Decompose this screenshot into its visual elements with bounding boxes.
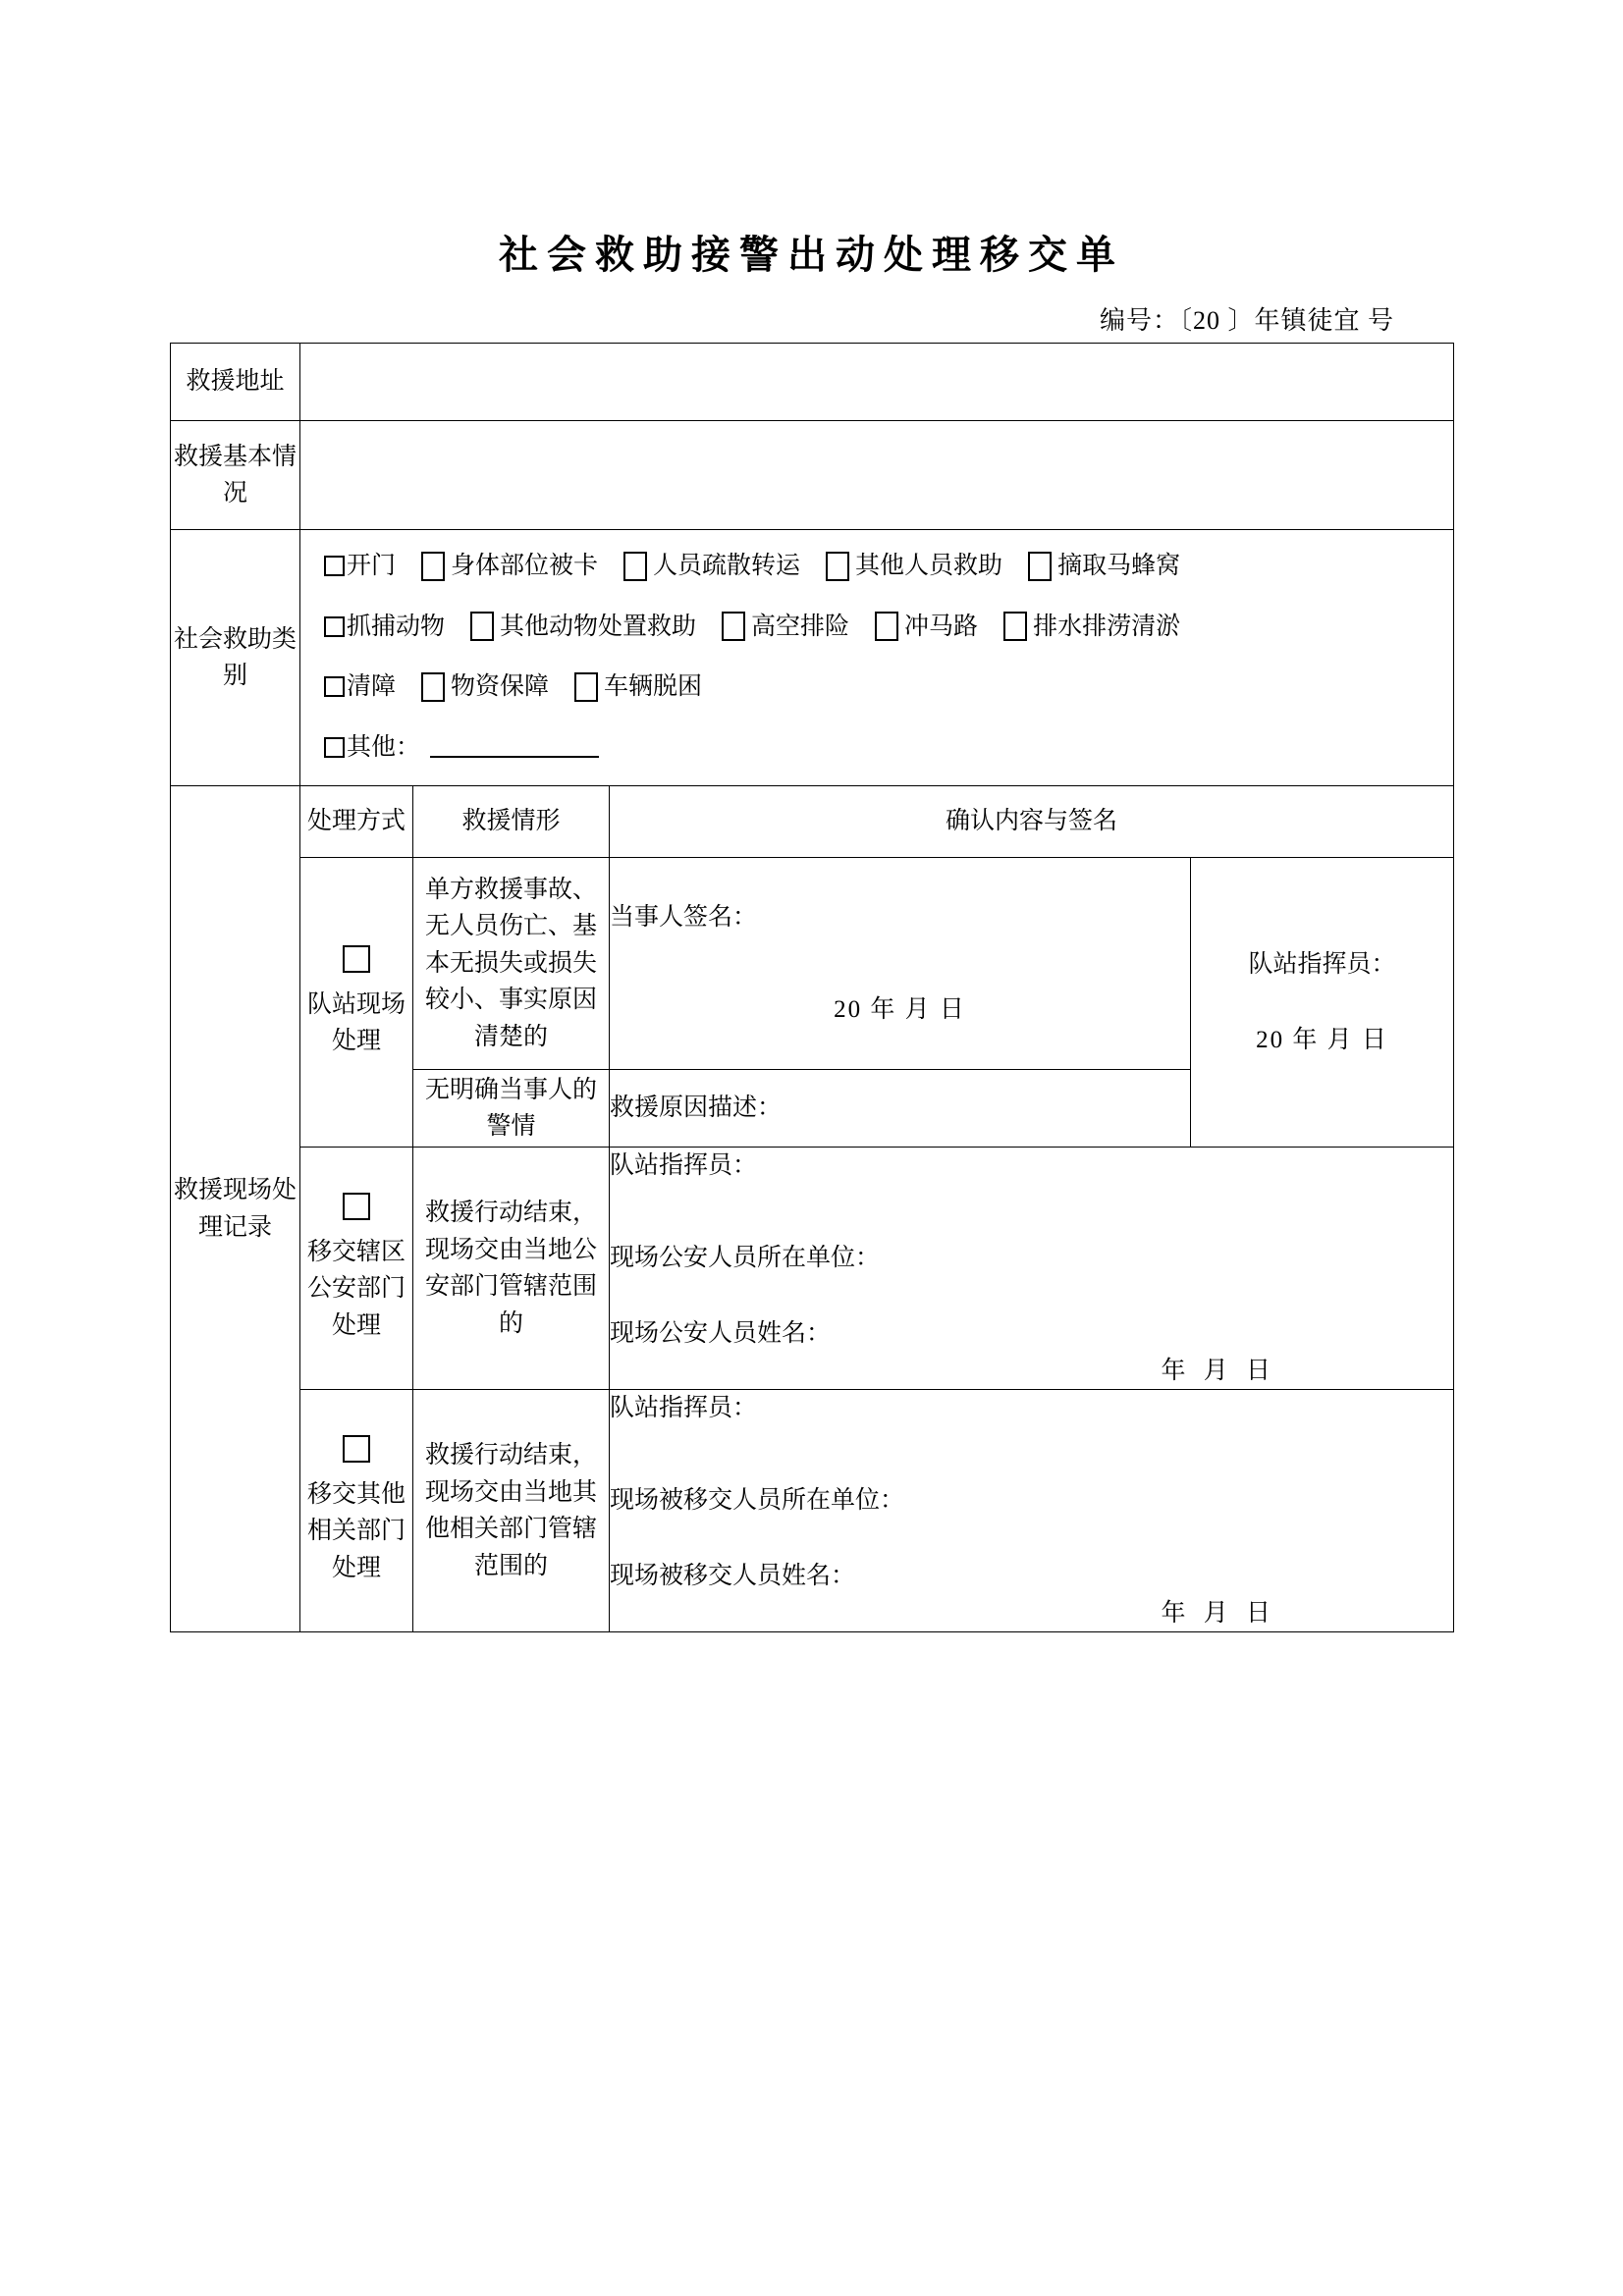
confirm-station-commander bbox=[1191, 858, 1454, 1148]
category-row-2 bbox=[324, 609, 1441, 646]
page-title: 社会救助接警出动处理移交单 bbox=[499, 234, 1124, 277]
category-label: 其他人员救助 bbox=[855, 553, 1003, 579]
checkbox-icon[interactable] bbox=[574, 672, 598, 702]
confirm-party-signature bbox=[610, 858, 1191, 1070]
method-transfer-police bbox=[300, 1148, 413, 1390]
category-label: 高空排险 bbox=[751, 613, 850, 640]
header-situation: 救援情形 bbox=[413, 786, 610, 858]
category-option-open-door[interactable] bbox=[324, 548, 396, 585]
police-unit-label: 现场公安人员所在单位： bbox=[610, 1244, 881, 1271]
category-option-high-altitude[interactable] bbox=[722, 609, 849, 646]
field-rescue-address[interactable] bbox=[300, 344, 1454, 421]
checkbox-icon[interactable] bbox=[343, 945, 370, 973]
category-option-capture-animal[interactable] bbox=[324, 609, 445, 646]
checkbox-wrap bbox=[300, 1435, 412, 1463]
table-row-aid-category bbox=[171, 530, 1454, 786]
header-method: 处理方式 bbox=[300, 786, 413, 858]
category-option-clear-obstacle[interactable] bbox=[324, 668, 396, 706]
commander-label: 队站指挥员： bbox=[1248, 950, 1396, 978]
transfer-police-date[interactable]: 年 月 日 bbox=[1161, 1357, 1276, 1384]
checkbox-icon[interactable] bbox=[343, 1193, 370, 1220]
label-scene-record: 救援现场处理记录 bbox=[171, 786, 300, 1632]
signature-space[interactable] bbox=[610, 936, 1190, 991]
situation-no-clear-party: 无明确当事人的警情 bbox=[413, 1070, 610, 1148]
checkbox-icon[interactable] bbox=[421, 552, 445, 581]
category-option-drainage[interactable] bbox=[1003, 609, 1180, 646]
category-option-evacuation[interactable] bbox=[623, 548, 800, 585]
police-name-label: 现场公安人员姓名： bbox=[610, 1320, 832, 1347]
confirm-rescue-reason[interactable] bbox=[610, 1070, 1191, 1148]
checkbox-icon[interactable] bbox=[1028, 552, 1052, 581]
situation-transfer-police: 救援行动结束，现场交由当地公安部门管辖范围的 bbox=[413, 1148, 610, 1390]
category-label: 摘取马蜂窝 bbox=[1057, 553, 1181, 579]
category-option-flush-road[interactable] bbox=[875, 609, 978, 646]
label-rescue-address: 救援地址 bbox=[171, 344, 300, 421]
table-row-record-header bbox=[171, 786, 1454, 858]
commander-space[interactable] bbox=[610, 1427, 1453, 1482]
rescue-reason-label: 救援原因描述： bbox=[610, 1095, 783, 1122]
transferee-unit-label: 现场被移交人员所在单位： bbox=[610, 1486, 905, 1514]
party-signature-label: 当事人签名： bbox=[610, 904, 758, 931]
aid-category-cell bbox=[300, 530, 1454, 786]
checkbox-icon[interactable] bbox=[826, 552, 849, 581]
field-rescue-basic-info[interactable] bbox=[300, 421, 1454, 530]
commander-space[interactable] bbox=[1191, 983, 1453, 1022]
category-label: 冲马路 bbox=[904, 613, 979, 640]
transfer-other-date[interactable]: 年 月 日 bbox=[1161, 1599, 1276, 1627]
checkbox-icon[interactable] bbox=[1003, 612, 1027, 641]
rescue-handover-form bbox=[170, 343, 1454, 1632]
category-label: 清障 bbox=[347, 673, 397, 700]
unit-space[interactable] bbox=[610, 1519, 1453, 1558]
checkbox-icon[interactable] bbox=[722, 612, 745, 641]
checkbox-icon[interactable] bbox=[623, 552, 647, 581]
method-label: 队站现场处理 bbox=[306, 990, 406, 1054]
table-row-station-handling bbox=[171, 858, 1454, 1070]
category-option-material-support[interactable] bbox=[421, 668, 549, 706]
category-option-other-animal-handling[interactable] bbox=[470, 609, 696, 646]
commander-label: 队站指挥员： bbox=[610, 1152, 758, 1179]
checkbox-icon[interactable] bbox=[875, 612, 898, 641]
category-label: 车辆脱困 bbox=[604, 673, 703, 700]
category-row-1 bbox=[324, 548, 1441, 585]
confirm-transfer-police bbox=[610, 1148, 1454, 1390]
unit-space[interactable] bbox=[610, 1276, 1453, 1315]
category-other-input[interactable] bbox=[430, 736, 599, 758]
party-signature-date[interactable]: 20 年 月 日 bbox=[834, 995, 966, 1023]
checkbox-wrap bbox=[300, 945, 412, 973]
table-row-basic-info bbox=[171, 421, 1454, 530]
category-other-label: 其他： bbox=[347, 733, 421, 761]
checkbox-icon[interactable] bbox=[324, 737, 345, 758]
header-confirm: 确认内容与签名 bbox=[610, 786, 1454, 858]
category-label: 身体部位被卡 bbox=[451, 553, 599, 579]
category-option-remove-hornet-nest[interactable] bbox=[1028, 548, 1180, 585]
checkbox-icon[interactable] bbox=[324, 616, 345, 637]
category-option-other-person-rescue[interactable] bbox=[826, 548, 1002, 585]
method-label: 移交辖区公安部门处理 bbox=[306, 1238, 406, 1339]
checkbox-icon[interactable] bbox=[470, 612, 494, 641]
checkbox-icon[interactable] bbox=[343, 1435, 370, 1463]
method-transfer-other bbox=[300, 1390, 413, 1632]
method-label: 移交其他相关部门处理 bbox=[306, 1480, 406, 1581]
commander-date[interactable]: 20 年 月 日 bbox=[1256, 1027, 1388, 1053]
category-row-4 bbox=[324, 729, 1441, 767]
checkbox-wrap bbox=[300, 1193, 412, 1220]
table-row-address bbox=[171, 344, 1454, 421]
checkbox-icon[interactable] bbox=[421, 672, 445, 702]
label-rescue-basic-info: 救援基本情况 bbox=[171, 421, 300, 530]
category-label: 其他动物处置救助 bbox=[500, 613, 697, 640]
category-label: 物资保障 bbox=[451, 673, 550, 700]
transferee-name-label: 现场被移交人员姓名： bbox=[610, 1563, 856, 1589]
category-option-other[interactable] bbox=[324, 729, 599, 767]
method-station-handling bbox=[300, 858, 413, 1148]
commander-label: 队站指挥员： bbox=[610, 1395, 758, 1421]
category-label: 排水排涝清淤 bbox=[1033, 613, 1181, 640]
document-number: 编号：〔20 〕年镇徒宜 号 bbox=[1099, 306, 1394, 335]
situation-transfer-other: 救援行动结束，现场交由当地其他相关部门管辖范围的 bbox=[413, 1390, 610, 1632]
category-option-vehicle-extraction[interactable] bbox=[574, 668, 702, 706]
category-option-body-stuck[interactable] bbox=[421, 548, 598, 585]
category-row-3 bbox=[324, 668, 1441, 706]
category-label: 开门 bbox=[347, 553, 397, 579]
table-row-transfer-other bbox=[171, 1390, 1454, 1632]
checkbox-icon[interactable] bbox=[324, 556, 345, 576]
checkbox-icon[interactable] bbox=[324, 676, 345, 697]
category-label: 人员疏散转运 bbox=[653, 553, 801, 579]
commander-space[interactable] bbox=[610, 1185, 1453, 1240]
table-row-transfer-police bbox=[171, 1148, 1454, 1390]
category-label: 抓捕动物 bbox=[347, 613, 446, 640]
situation-unilateral-accident: 单方救援事故、无人员伤亡、基本无损失或损失较小、事实原因清楚的 bbox=[413, 858, 610, 1070]
confirm-transfer-other bbox=[610, 1390, 1454, 1632]
label-aid-category: 社会救助类别 bbox=[171, 530, 300, 786]
